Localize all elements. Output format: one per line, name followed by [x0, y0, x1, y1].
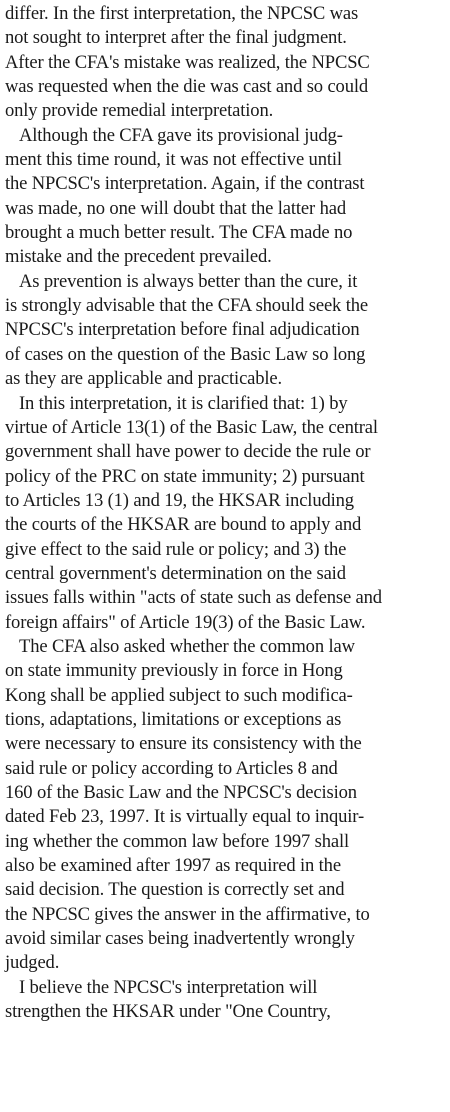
paragraph-6	[5, 976, 445, 1025]
text-line: the courts of the HKSAR are bound to apply and	[5, 514, 362, 536]
text-line: differ. In the first interpretation, the NPCSC was	[5, 3, 359, 24]
text-line: as they are applicable and practicable.	[5, 368, 283, 390]
text-line: Although the CFA gave its provisional judg-	[19, 124, 343, 146]
text-line: on state immunity previously in force in Hong	[5, 660, 343, 682]
text-line: dated Feb 23, 1997. It is virtually equal to inquir-	[5, 806, 364, 828]
text-line: government shall have power to decide the rule or	[5, 441, 371, 463]
paragraph-1	[5, 2, 445, 124]
text-line: the NPCSC gives the answer in the affirmative, to	[5, 903, 370, 925]
paragraph-5	[5, 635, 445, 976]
text-line: brought a much better result. The CFA made no	[5, 222, 353, 244]
paragraph-2	[5, 124, 445, 270]
text-line: judged.	[5, 952, 60, 974]
text-line: was requested when the die was cast and so could	[5, 76, 369, 98]
text-line: NPCSC's interpretation before final adjudication	[5, 319, 360, 341]
text-line: was made, no one will doubt that the latter had	[5, 197, 346, 219]
paragraph-4	[5, 392, 445, 635]
text-line: virtue of Article 13(1) of the Basic Law, the central	[5, 416, 378, 438]
text-line: is strongly advisable that the CFA should seek the	[5, 295, 368, 317]
text-line: ing whether the common law before 1997 shall	[5, 830, 350, 852]
text-line: In this interpretation, it is clarified that: 1) by	[19, 392, 348, 414]
text-line: I believe the NPCSC's interpretation will	[19, 976, 318, 998]
text-line: policy of the PRC on state immunity; 2) pursuant	[5, 465, 365, 487]
text-line: As prevention is always better than the cure, it	[19, 270, 358, 292]
text-line: issues falls within "acts of state such as defense and	[5, 587, 382, 609]
text-line: also be examined after 1997 as required in the	[5, 855, 341, 877]
paragraph-3	[5, 270, 445, 392]
text-line: were necessary to ensure its consistency with the	[5, 733, 362, 755]
text-line: avoid similar cases being inadvertently wrongly	[5, 928, 355, 950]
text-line: of cases on the question of the Basic Law so long	[5, 343, 366, 365]
text-line: ment this time round, it was not effective until	[5, 149, 342, 171]
text-line: The CFA also asked whether the common law	[19, 635, 355, 657]
text-line: only provide remedial interpretation.	[5, 100, 274, 122]
text-line: foreign affairs" of Article 19(3) of the Basic Law.	[5, 611, 366, 633]
text-line: After the CFA's mistake was realized, the NPCSC	[5, 51, 370, 73]
text-line: central government's determination on the said	[5, 562, 346, 584]
text-line: Kong shall be applied subject to such modifica-	[5, 684, 353, 706]
text-line: the NPCSC's interpretation. Again, if the contrast	[5, 173, 365, 195]
article-body	[5, 2, 445, 1024]
text-line: mistake and the precedent prevailed.	[5, 246, 272, 268]
text-line: tions, adaptations, limitations or exceptions as	[5, 708, 342, 730]
text-line: not sought to interpret after the final judgment.	[5, 27, 347, 49]
text-line: 160 of the Basic Law and the NPCSC's decision	[5, 782, 357, 803]
text-line: give effect to the said rule or policy; and 3) the	[5, 538, 347, 560]
text-line: said decision. The question is correctly set and	[5, 879, 345, 901]
text-line: strengthen the HKSAR under "One Country,	[5, 1001, 331, 1023]
text-line: to Articles 13 (1) and 19, the HKSAR including	[5, 489, 354, 511]
text-line: said rule or policy according to Articles 8 and	[5, 757, 338, 779]
